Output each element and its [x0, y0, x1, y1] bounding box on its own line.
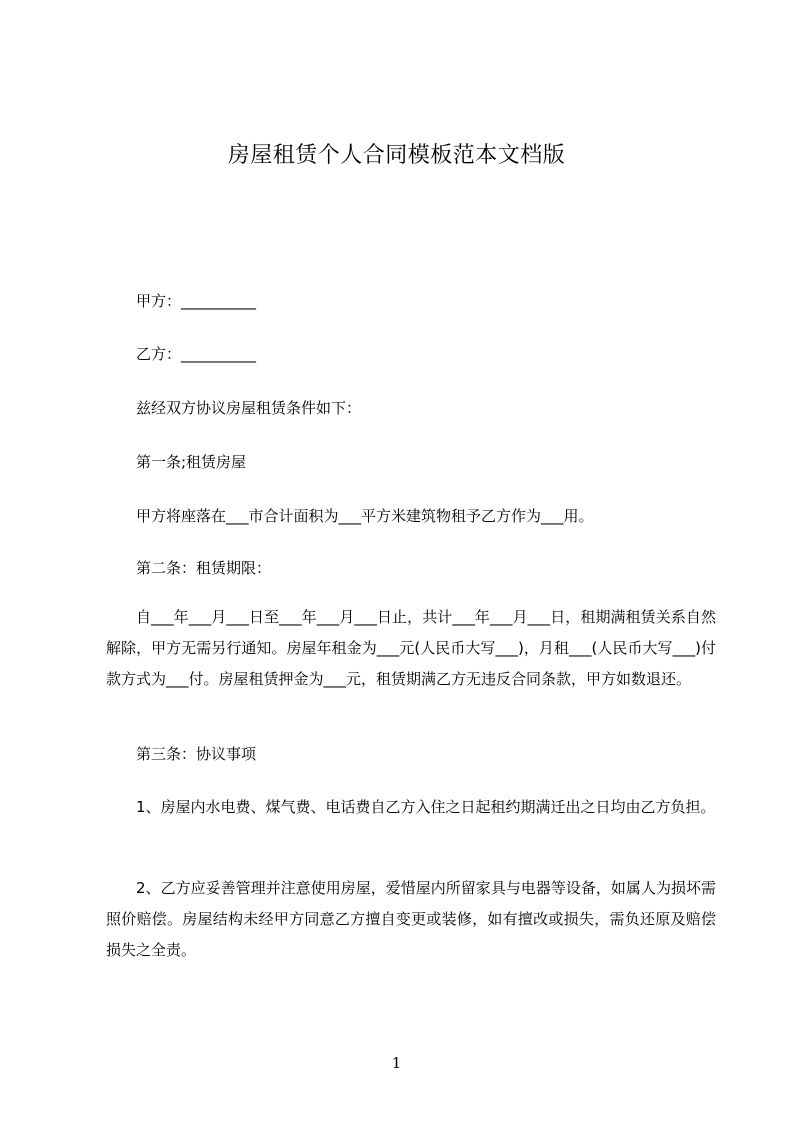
- article-1-text: 甲方将座落在___市合计面积为___平方米建筑物租予乙方作为___用。: [136, 507, 594, 525]
- article-3-item-1: 1、房屋内水电费、煤气费、电话费自乙方入住之日起租约期满迁出之日均由乙方负担。: [136, 798, 716, 816]
- article-2-heading: 第二条：租赁期限：: [136, 559, 272, 577]
- article-1-heading: 第一条;租赁房屋: [136, 453, 247, 471]
- document-title: 房屋租赁个人合同模板范本文档版: [227, 143, 566, 168]
- page-number: 1: [391, 1054, 402, 1072]
- article-3-item-2: 2、乙方应妥善管理并注意使用房屋，爱惜屋内所留家具与电器等设备，如属人为损坏需照价赔偿。房屋结构未经甲方同意乙方擅自变更或装修，如有擅改或损失，需负还原及赔偿损失之全责。: [106, 879, 716, 959]
- intro-text: 兹经双方协议房屋租赁条件如下：: [136, 399, 362, 417]
- party-b-line: 乙方：__________: [136, 345, 257, 363]
- party-a-line: 甲方：__________: [136, 292, 257, 310]
- article-3-heading: 第三条：协议事项: [136, 745, 257, 763]
- article-2-text: 自___年___月___日至___年___月___日止，共计___年___月___日，租期满租赁关系自然解除，甲方无需另行通知。房屋年租金为___元(人民币大写___)，月租___(人民币大写___)付款方式为___付。房屋租赁押金为___元，租赁期满乙方无违反合同条款，甲方如数退还。: [106, 608, 716, 688]
